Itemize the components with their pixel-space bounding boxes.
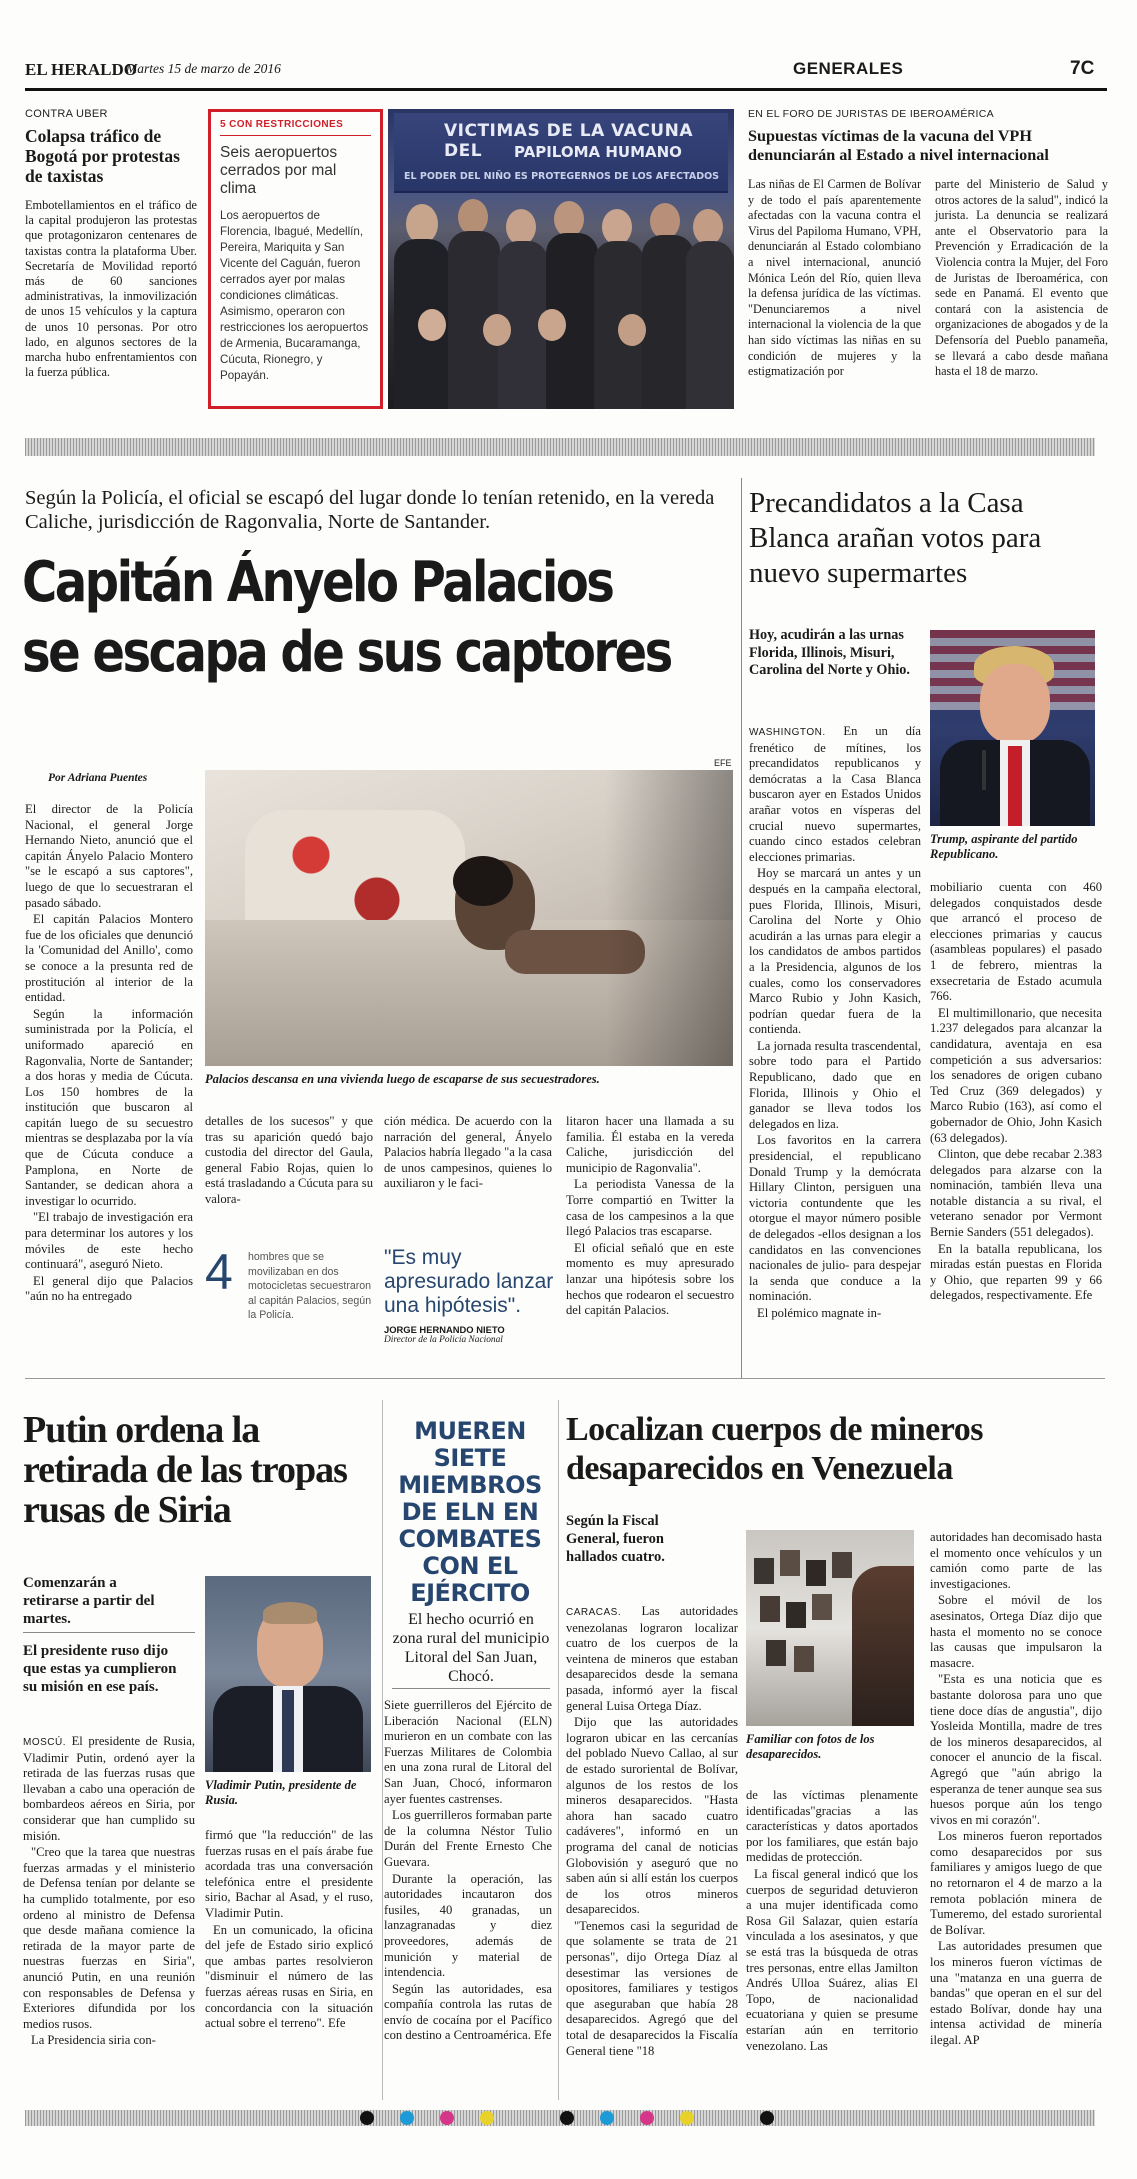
reg-mark — [760, 2111, 774, 2125]
protester — [686, 241, 734, 409]
paragraph: Hoy se marcará un antes y un después en la campaña electoral, pues Florida, Illinois, Misuri, Carolina del Norte y Ohio acudirán a las urnas para elegir a los candidatos de ambos partidos a la Presidencia, algunos de los cuales, como los conservadores Marco Rubio y John Kasich, podrían quedar fuera de la contienda. — [749, 866, 921, 1037]
protester — [538, 309, 566, 341]
putin-sub-2: El presidente ruso dijo que estas ya cumplieron su misión en ese país. — [23, 1643, 177, 1695]
quote-role: Director de la Policía Nacional — [384, 1335, 503, 1345]
paragraph: El general dijo que Palacios "aún no ha entregado — [25, 1273, 193, 1304]
paragraph: En la batalla republicana, los miradas están puestas en Florida y Ohio, que reparten 99 y 66 delegados, respectivamente. Efe — [930, 1241, 1102, 1303]
paragraph: La jornada resulta trascendental, sobre todo para el Partido Republicano, dado que en Florida, Illinois y Ohio el ganador se lleva todos los delegados en liza. — [749, 1038, 921, 1131]
paragraph: Las autoridades presumen que los mineros fueron víctimas de una "matanza en una guerra de bandas" que operan en el sur del estado Bolívar, donde hay una intensa actividad de minería ilegal. AP — [930, 1939, 1102, 2047]
airports-rule — [220, 135, 371, 136]
protester — [506, 209, 536, 245]
captain-headline — [22, 548, 671, 688]
paragraph: detalles de los sucesos" y que tras su aparición quedó bajo custodia del director del Gaula, general Fabio Rojas, quien lo está trasladando a Cúcuta para su valora- — [205, 1114, 373, 1206]
missing-photo — [794, 1646, 814, 1672]
captain-col-2 — [205, 1114, 373, 1209]
paragraph: El multimillonario, que necesita 1.237 delegados para alcanzar la candidatura, aventaja en esa competición a sus adversarios: los senadores de origen cubano Ted Cruz (369 delegados) y Marco Rubio (163), así como el gobernador de Ohio, John Kasich (63 delegados). — [930, 1005, 1102, 1145]
captain-photo-caption: Palacios descansa en una vivienda luego de escaparse de sus secuestradores. — [205, 1072, 600, 1086]
primaries-col-2 — [930, 880, 1102, 1305]
paragraph: ción médica. De acuerdo con la narración del general, Ányelo Palacios habría llegado "a la casa de unos campesinos, quienes lo auxiliaron y le faci- — [384, 1114, 552, 1191]
captain-hair — [453, 856, 513, 906]
captain-photo-credit: EFE — [714, 758, 732, 768]
putin-headline: Putin ordena la retirada de las tropas rusas de Siria — [23, 1409, 347, 1531]
trump-photo — [930, 630, 1095, 826]
primaries-subhead: Hoy, acudirán a las urnas Florida, Illinois, Misuri, Carolina del Norte y Ohio. — [749, 627, 910, 678]
page-number: 7C — [1070, 58, 1095, 79]
section-rule — [25, 1378, 1105, 1379]
paragraph: Sobre el móvil de los asesinatos, Ortega Díaz dijo que hasta el momento no se conoce las causas que impulsaron la masacre. — [930, 1593, 1102, 1670]
missing-photo — [832, 1552, 852, 1578]
paragraph: mobiliario cuenta con 460 delegados conquistados desde que arrancó el proceso de elecciones primarias y caucus (asambleas populares) el pasado 1 de febrero, mientras la exsecretaria de Estado acumula 766. — [930, 880, 1102, 1004]
airports-box — [208, 109, 383, 409]
miners-col-3 — [930, 1530, 1102, 2050]
paragraph: firmó que "la reducción" de las fuerzas rusas en el país árabe fue acordada tras una conversación telefónica entre el presidente sirio, Bachar al Asad, y el ruso, Vladimir Putin. — [205, 1828, 373, 1920]
reg-mark — [600, 2111, 614, 2125]
paragraph-text: El presidente de Rusia, Vladimir Putin, ordenó ayer la retirada de las fuerzas rusas que llevaban a cabo una operación de bombardeos aéreos en Siria, por considerar que han cumplido su misión. — [23, 1734, 195, 1843]
protester — [458, 199, 488, 235]
putin-sub-1: Comenzarán a retirarse a partir del martes. — [23, 1575, 155, 1627]
captain-fact-number: 4 — [205, 1244, 233, 1300]
vph-col-2: parte del Ministerio de Salud y otros actores de la salud", indicó la jurista. La denuncia se realizará ante el Observatorio para la Prevención y Erradicación de la Violencia contra la Mujer, del Foro de Juristas de Iberoamérica, con sede en Panamá. El evento que contará con la asistencia de organizaciones de abogados y de la Defensoría del Pueblo panameña, se llevará a cabo desde mañana hasta el 18 de marzo. — [935, 177, 1108, 379]
paragraph-text: Las autoridades venezolanas lograron localizar cuatro de los cuerpos de la veintena de mineros que estaban desaparecidos desde la semana pasada, informó ayer la fiscal general Luisa Ortega Díaz. — [566, 1604, 738, 1713]
eln-headline: MUEREN SIETE MIEMBROS DE ELN EN COMBATES CON EL EJÉRCITO — [398, 1417, 542, 1607]
dateline: MOSCÚ. — [23, 1737, 66, 1748]
divider-band — [25, 438, 1095, 456]
eln-body — [384, 1698, 552, 2045]
protester — [554, 201, 584, 237]
protester — [483, 314, 511, 346]
captain-byline: Por Adriana Puentes — [48, 772, 148, 784]
newspaper-name: EL HERALDO — [25, 60, 137, 79]
putin-photo — [205, 1576, 371, 1772]
issue-date: Martes 15 de marzo de 2016 — [126, 61, 281, 76]
missing-photo — [812, 1594, 832, 1620]
putin-col-1 — [23, 1734, 195, 2050]
uber-headline: Colapsa tráfico de Bogotá por protestas de taxistas — [25, 126, 180, 186]
paragraph: litaron hacer una llamada a su familia. Él estaba en la vereda Caliche, jurisdicción del municipio de Ragonvalia". — [566, 1114, 734, 1175]
quote-author: JORGE HERNANDO NIETO — [384, 1324, 505, 1335]
reg-mark — [640, 2111, 654, 2125]
putin-photo-caption: Vladimir Putin, presidente de Rusia. — [205, 1778, 357, 1807]
paragraph: Los guerrilleros formaban parte de la columna Néstor Tulio Durán del Frente Ernesto Che Guevara. — [384, 1808, 552, 1869]
reg-mark — [360, 2111, 374, 2125]
missing-photo — [780, 1550, 800, 1576]
paragraph: Dijo que las autoridades lograron ubicar en las cercanías del poblado Nuevo Callao, al sur de estado suroriental de Bolívar, algunos de los restos de los mineros desaparecidos. "Hasta ahora han sacado cuatro cadáveres", informó en un programa del canal de noticias Globovisión y aseguró que no saben aún si allí están los cuerpos de los otros mineros desaparecidos. — [566, 1715, 738, 1917]
paragraph: La Presidencia siria con- — [31, 2033, 156, 2048]
paragraph: "Tenemos casi la seguridad de que solamente se trata de 21 personas", dijo Ortega Díaz al desestimar las versiones de opositores, familiares y testigos que aseguraban que había 28 desaparecidos. Agregó que del total de desaparecidos la Fiscalía General tiene "18 — [566, 1918, 738, 2058]
missing-photo — [766, 1640, 786, 1666]
paragraph: El capitán Palacios Montero fue de los oficiales que denunció la 'Comunidad del Anillo', como se conoce a la presunta red de prostitución al interior de la entidad. — [25, 912, 193, 1005]
putin-tie — [282, 1690, 294, 1772]
uber-brief — [25, 108, 197, 381]
protester — [602, 209, 632, 245]
miners-col-1 — [566, 1604, 738, 2060]
banner-line-3: EL PODER DEL NIÑO ES PROTEGERNOS DE LOS AFECTADOS — [404, 171, 720, 182]
missing-photo — [806, 1560, 826, 1586]
paragraph — [749, 724, 921, 865]
captain-col-3 — [384, 1114, 552, 1193]
paragraph: El polémico magnate in- — [757, 1305, 882, 1320]
paragraph: "El trabajo de investigación era para determinar los autores y los móviles de este hecho continuará", aseguró Nieto. — [25, 1210, 193, 1272]
paragraph: La fiscal general indicó que los cuerpos de seguridad detuvieron a una mujer identificada como Rosa Gil Salazar, quien estaría vinculada a los asesinatos, y que se está tras la búsqueda de otras tres personas, entre ellas Jamilton Andrés Ulloa Suárez, alias El Topo, de nacionalidad ecuatoriana y quien se presume estarían aún en territorio venezolano. Las — [746, 1866, 918, 2053]
paragraph-text: En un día frenético de mítines, los precandidatos republicanos y demócratas a la Casa Blanca buscaron ayer en Estados Unidos arañar votos en vísperas del crucial nuevo supermartes, cuando cinco estados celebran elecciones primarias. — [749, 724, 921, 864]
vph-headline: Supuestas víctimas de la vacuna del VPH denunciarán al Estado a nivel internacional — [748, 127, 1049, 164]
vph-article — [748, 108, 1108, 381]
airports-kicker: 5 CON RESTRICCIONES — [220, 119, 344, 130]
paragraph: El director de la Policía Nacional, el general Jorge Hernando Nieto, anunció que el capitán Ányelo Palacio Montero "se le escapó a sus captores", luego de que lo secuestraran el pasado sábado. — [25, 802, 193, 910]
dateline: WASHINGTON. — [749, 727, 826, 738]
reg-mark — [440, 2111, 454, 2125]
woman-relative — [852, 1566, 914, 1726]
shadow — [605, 770, 733, 1066]
paragraph: autoridades han decomisado hasta el momento once vehículos y un camión como parte de las investigaciones. — [930, 1530, 1102, 1591]
captain-quote — [384, 1246, 554, 1345]
miners-photo — [746, 1530, 914, 1726]
paragraph: Clinton, que debe recabar 2.383 delegados para alzarse con la nominación, también lleva una notable distancia a su rival, el veterano senador por Vermont Bernie Sanders (551 delegados). — [930, 1147, 1102, 1240]
captain-col-4 — [566, 1114, 734, 1320]
paragraph: Durante la operación, las autoridades incautaron dos fusiles, 40 granadas, un lanzagranadas y diez proveedores, además de munición y material de intendencia. — [384, 1871, 552, 1980]
captain-photo — [205, 770, 733, 1066]
registration-marks — [360, 2111, 780, 2125]
paragraph: Según las autoridades, esa compañía controla las rutas de envío de cocaína por el Pacífico con destino a Centroamérica. Efe — [384, 1981, 552, 2043]
airports-body: Los aeropuertos de Florencia, Ibagué, Medellín, Pereira, Mariquita y San Vicente del Caguán, fueron cerrados ayer por malas condiciones climáticas. Asimismo, operaron con restricciones los aeropuertos de Armenia, Bucaramanga, Cúcuta, Rionegro, y Popayán. — [220, 209, 369, 382]
column-rule — [741, 478, 742, 1378]
eln-sub: El hecho ocurrió en zona rural del municipio Litoral del San Juan, Chocó. — [392, 1611, 550, 1685]
miners-photo-caption: Familiar con fotos de los desaparecidos. — [746, 1732, 875, 1761]
captain-fact-text: hombres que se movilizaban en dos motocicletas secuestraron al capitán Palacios, según la Policía. — [248, 1251, 372, 1321]
putin-hair — [263, 1602, 317, 1624]
missing-photo — [760, 1596, 780, 1622]
protester — [693, 209, 723, 245]
header-rule — [25, 88, 1107, 91]
reg-mark — [480, 2111, 494, 2125]
paragraph — [566, 1604, 738, 1714]
microphone — [982, 750, 986, 790]
paragraph: "Esta es una noticia que es bastante dolorosa para uno que tiene doce días de angustia", dijo Yosleida Montilla, madre de tres de los mineros desaparecidos, al conocer el anuncio de la fiscal. Agregó que "aún abrigo la esperanza de tener aunque sea sus huesos porque aún los tengo vivos en mi corazón". — [930, 1672, 1102, 1827]
paragraph: Los favoritos en la carrera presidencial, el republicano Donald Trump y la demócrata Hillary Clinton, persiguen una victoria contundente que les otorgue el mayor número posible de delegados -ellos designan a los candidatos en las convenciones nacionales de julio- para despejar la senda que conduce a la nominación. — [749, 1133, 921, 1304]
paragraph: El oficial señaló que en este momento es muy apresurado lanzar una hipótesis sobre los hechos que rodearon el secuestro del capitán Palacios. — [566, 1240, 734, 1318]
protester — [650, 203, 680, 239]
paragraph: Según la información suministrada por la Policía, el uniformado apareció en Ragonvalia, Norte de Santander; a dos horas y media de Cúcuta. Los 150 hombres de la institución que buscaron al capitán luego de su secuestro mientras se desplazaba por la vía que de Cúcuta conduce a Pamplona, en Norte de Santander, se dedican ahora a investigar lo ocurrido. — [25, 1006, 193, 1208]
paragraph: Siete guerrilleros del Ejército de Liberación Nacional (ELN) murieron en un combate con las Fuerzas Militares de Colombia en una zona rural de Litoral del San Juan, Chocó, informaron ayer fuentes castrenses. — [384, 1698, 552, 1806]
vph-col-1: Las niñas de El Carmen de Bolívar y de todo el país aparentemente afectadas con la vacuna contra el Virus del Papiloma Humano, VPH, denunciarán al Estado colombiano a nivel internacional, anunció Mónica León del Río, quien lleva la defensa jurídica de las víctimas. "Denunciaremos a nivel internacional la violencia de la que han sido víctimas las niñas en su condición de mujeres y la estigmatización por — [748, 177, 921, 379]
captain-headline-line-2: se escapa de sus captores — [22, 620, 671, 685]
paragraph: Los mineros fueron reportados como desaparecidos por sus familiares y amigos luego de que no retornaron el 4 de marzo a la remota población minera de Tumeremo, del estado suroriental de Bolívar. — [930, 1829, 1102, 1937]
captain-deck: Según la Policía, el oficial se escapó del lugar donde lo tenían retenido, en la vereda Caliche, jurisdicción de Ragonvalia, Norte de Santander. — [25, 487, 715, 533]
miners-col-2 — [746, 1788, 918, 2055]
section-name: GENERALES — [793, 59, 904, 78]
eln-rule — [392, 1688, 550, 1689]
primaries-col-1 — [749, 724, 921, 1323]
column-rule — [382, 1400, 383, 2100]
trump-tie — [1008, 746, 1022, 826]
column-rule — [558, 1400, 559, 2100]
miners-sub: Según la Fiscal General, fueron hallados cuatro. — [566, 1513, 665, 1565]
dateline: CARACAS. — [566, 1607, 622, 1618]
reg-mark — [680, 2111, 694, 2125]
uber-body: Embotellamientos en el tráfico de la capital produjeron las protestas que protagonizaron centenares de taxistas contra la plataforma Uber. Secretaría de Movilidad reportó más de 60 sanciones administrativas, la inmovilización de unos 15 vehículos y la captura de unos 10 personas. Por otro lado, en algunos sectores de la marcha hubo enfrentamientos con la fuerza pública. — [25, 198, 197, 380]
captain-headline-line-1: Capitán Ányelo Palacios — [22, 550, 613, 615]
paragraph — [23, 1734, 195, 1844]
captain-col-1 — [25, 802, 193, 1306]
vph-kicker: EN EL FORO DE JURISTAS DE IBEROAMÉRICA — [748, 108, 994, 120]
reg-mark — [560, 2111, 574, 2125]
paragraph: La periodista Vanessa de la Torre compartió en Twitter la casa de los campesinos a la que llegó Palacios tras escaparse. — [566, 1177, 734, 1239]
paragraph: "Creo que la tarea que nuestras fuerzas armadas y el ministerio de Defensa tenían por delante se ha cumplido totalmente, por eso ordeno al ministro de Defensa que desde mañana comience la retirada de la mayor parte de nuestras fuerzas en Siria", anunció Putin, en una reunión con responsables de Defensa y Exteriores difundida por los medios rusos. — [23, 1845, 195, 2031]
putin-col-2 — [205, 1828, 373, 2033]
page-header — [25, 58, 1105, 90]
reg-mark — [400, 2111, 414, 2125]
trump-photo-caption: Trump, aspirante del partido Republicano. — [930, 832, 1078, 861]
protester — [618, 314, 646, 346]
paragraph: En un comunicado, la oficina del jefe de Estado sirio explicó que ambas partes resolvieron "disminuir el número de las fuerzas aéreas rusas en Siria, en concordancia con la situación actual sobre el terreno". Efe — [205, 1922, 373, 2031]
sub-rule — [23, 1632, 195, 1633]
banner-line-1: VICTIMAS DE LA VACUNA DEL — [444, 121, 693, 161]
uber-kicker: CONTRA UBER — [25, 108, 108, 120]
protester — [406, 204, 438, 244]
airports-headline: Seis aeropuertos cerrados por mal clima — [220, 144, 338, 197]
protester — [418, 309, 446, 341]
missing-photo — [786, 1602, 806, 1628]
trump-face — [980, 664, 1050, 744]
primaries-headline: Precandidatos a la Casa Blanca arañan votos para nuevo supermartes — [749, 487, 1042, 589]
protest-banner — [394, 113, 728, 193]
protest-photo — [388, 109, 734, 409]
banner-line-2: PAPILOMA HUMANO — [514, 143, 682, 161]
missing-photo — [754, 1558, 774, 1584]
miners-headline: Localizan cuerpos de mineros desaparecidos en Venezuela — [566, 1411, 983, 1487]
quote-text: "Es muy apresurado lanzar una hipótesis". — [384, 1246, 554, 1317]
paragraph: de las víctimas plenamente identificadas"gracias a las características y datos aportados por los familiares, que están bajo medidas de protección. — [746, 1788, 918, 1865]
